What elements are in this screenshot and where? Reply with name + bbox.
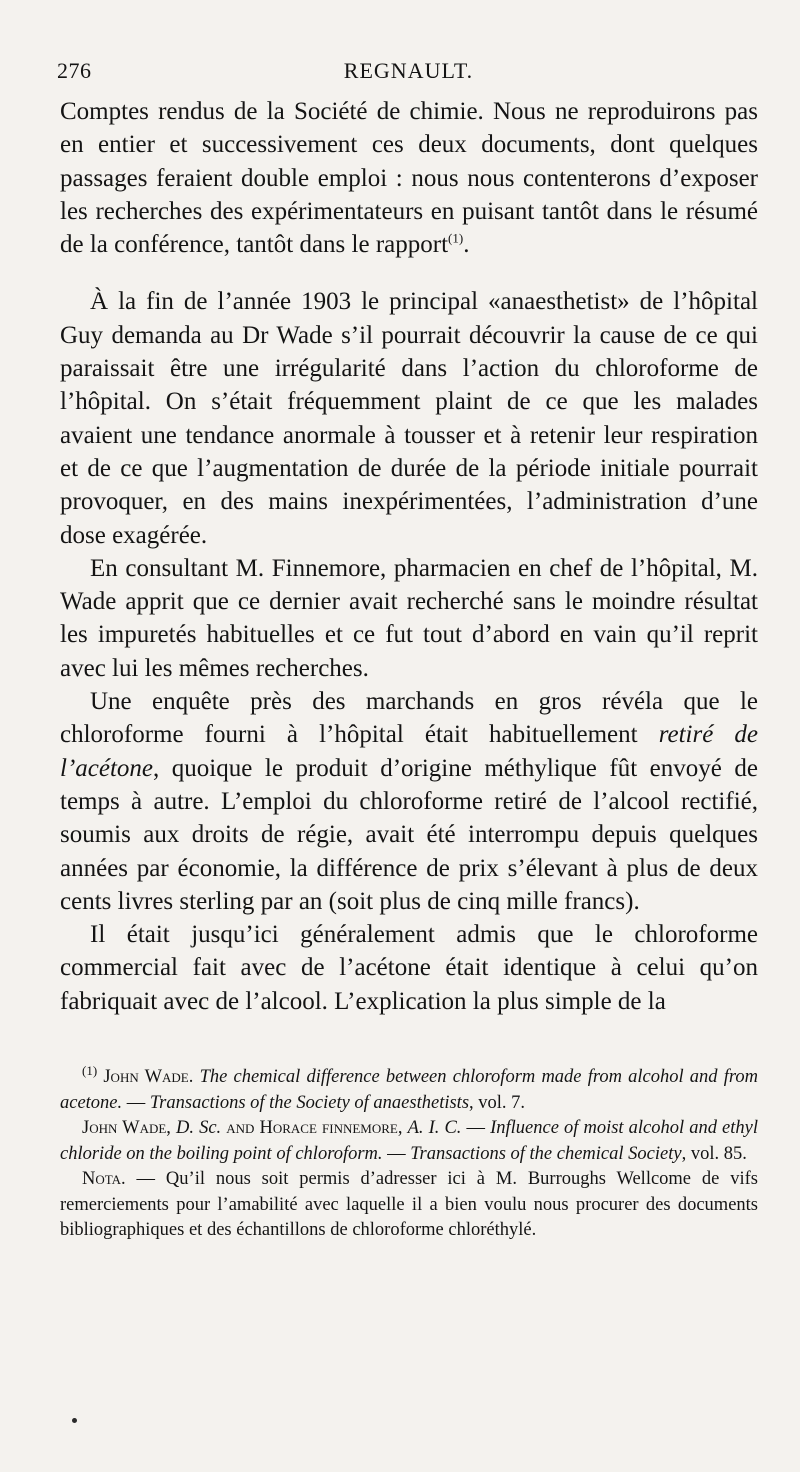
paragraph-4: Une enquête près des marchands en gros révéla que le chloroforme fourni à l’hôpital était habituellement retiré de l’acétone, quoique le produit d’origine méthylique fût envoyé de temps à autre. L’emploi du chloroforme retiré de l’alcool rectifié, soumis aux droits de régie, avait été interrompu depuis quelques années par économie, la différence de prix s’élevant à plus de deux cents livres sterling par an (soit plus de cinq mille francs). [60,688,759,915]
footnote-ref[interactable]: (1) [448,230,464,246]
paragraph-2: À la fin de l’année 1903 le principal «anaesthetist» de l’hôpital Guy demanda au Dr Wade s’il pourrait découvrir la cause de ce qui paraissait être une irrégularité dans l’action du chloroforme de l’hôpital. On s’était fréquemment plaint de ce que les malades avaient une tendance anormale à tousser et à retenir leur respiration et de ce que l’augmentation de durée de la période initiale pourrait provoquer, en des mains inexpérimentées, l’administration d’une dose exagérée. [60,288,758,549]
main-text [60,95,758,1018]
page-number: 276 [57,58,92,83]
paragraph-1: Comptes rendus de la Société de chimie. Nous ne reproduirons pas en entier et successivement ces deux documents, dont quelques passages feraient double emploi : nous nous contenterons d’exposer les recherches des expérimentateurs en puisant tantôt dans le résumé de la conférence, tantôt dans le rapport$^{(1)}$. [60,98,758,259]
paragraph-5: Il était jusqu’ici généralement admis que le chloroforme commercial fait avec de l’acétone était identique à celui qu’on fabriquait avec de l’alcool. L’explication la plus simple de la [60,921,758,1015]
italic-phrase: retiré de l’acétone [60,721,759,782]
ink-speck [72,1418,77,1423]
footnote-title: The chemical difference between chloroform made from alcohol and from acetone. [60,1067,758,1113]
footnote-2: John Wade, D. Sc. and Horace finnemore, A. I. C. — Influence of moist alcohol and ethyl chloride on the boiling point of chloroform. — Transactions of the chemical Society, vol. 85. [60,1118,758,1164]
paragraph-3: En consultant M. Finnemore, pharmacien en chef de l’hôpital, M. Wade apprit que ce dernier avait recherché sans le moindre résultat les impuretés habituelles et ce fut tout d’abord en vain qu’il reprit avec lui les mêmes recherches. [60,554,758,682]
footnote-journal: Transactions of the chemical Society [410,1143,682,1164]
footnotes [60,1062,758,1244]
footnote-marker: (1) [82,1062,98,1078]
running-head [57,58,760,86]
footnote-journal: Transactions of the Society of anaesthetists [149,1092,470,1113]
nota-label: Nota. [82,1169,126,1189]
nota: Nota. — Qu’il nous soit permis d’adresser ici à M. Burroughs Wellcome de vifs remerciements pour l’amabilité avec laquelle il a bien voulu nous procurer des documents bibliographiques et des échantillons de chloroforme chloréthylé. [60,1169,758,1240]
footnote-title: Influence of moist alcohol and ethyl chloride on the boiling point of chloroform. [60,1118,758,1164]
footnote-1: $^{(1)}$ John Wade. The chemical difference between chloroform made from alcohol and from acetone. — Transactions of the Society of anaesthetists, vol. 7. [60,1062,758,1113]
running-title: REGNAULT. [343,58,474,83]
footnote-author: John Wade. [103,1067,194,1087]
